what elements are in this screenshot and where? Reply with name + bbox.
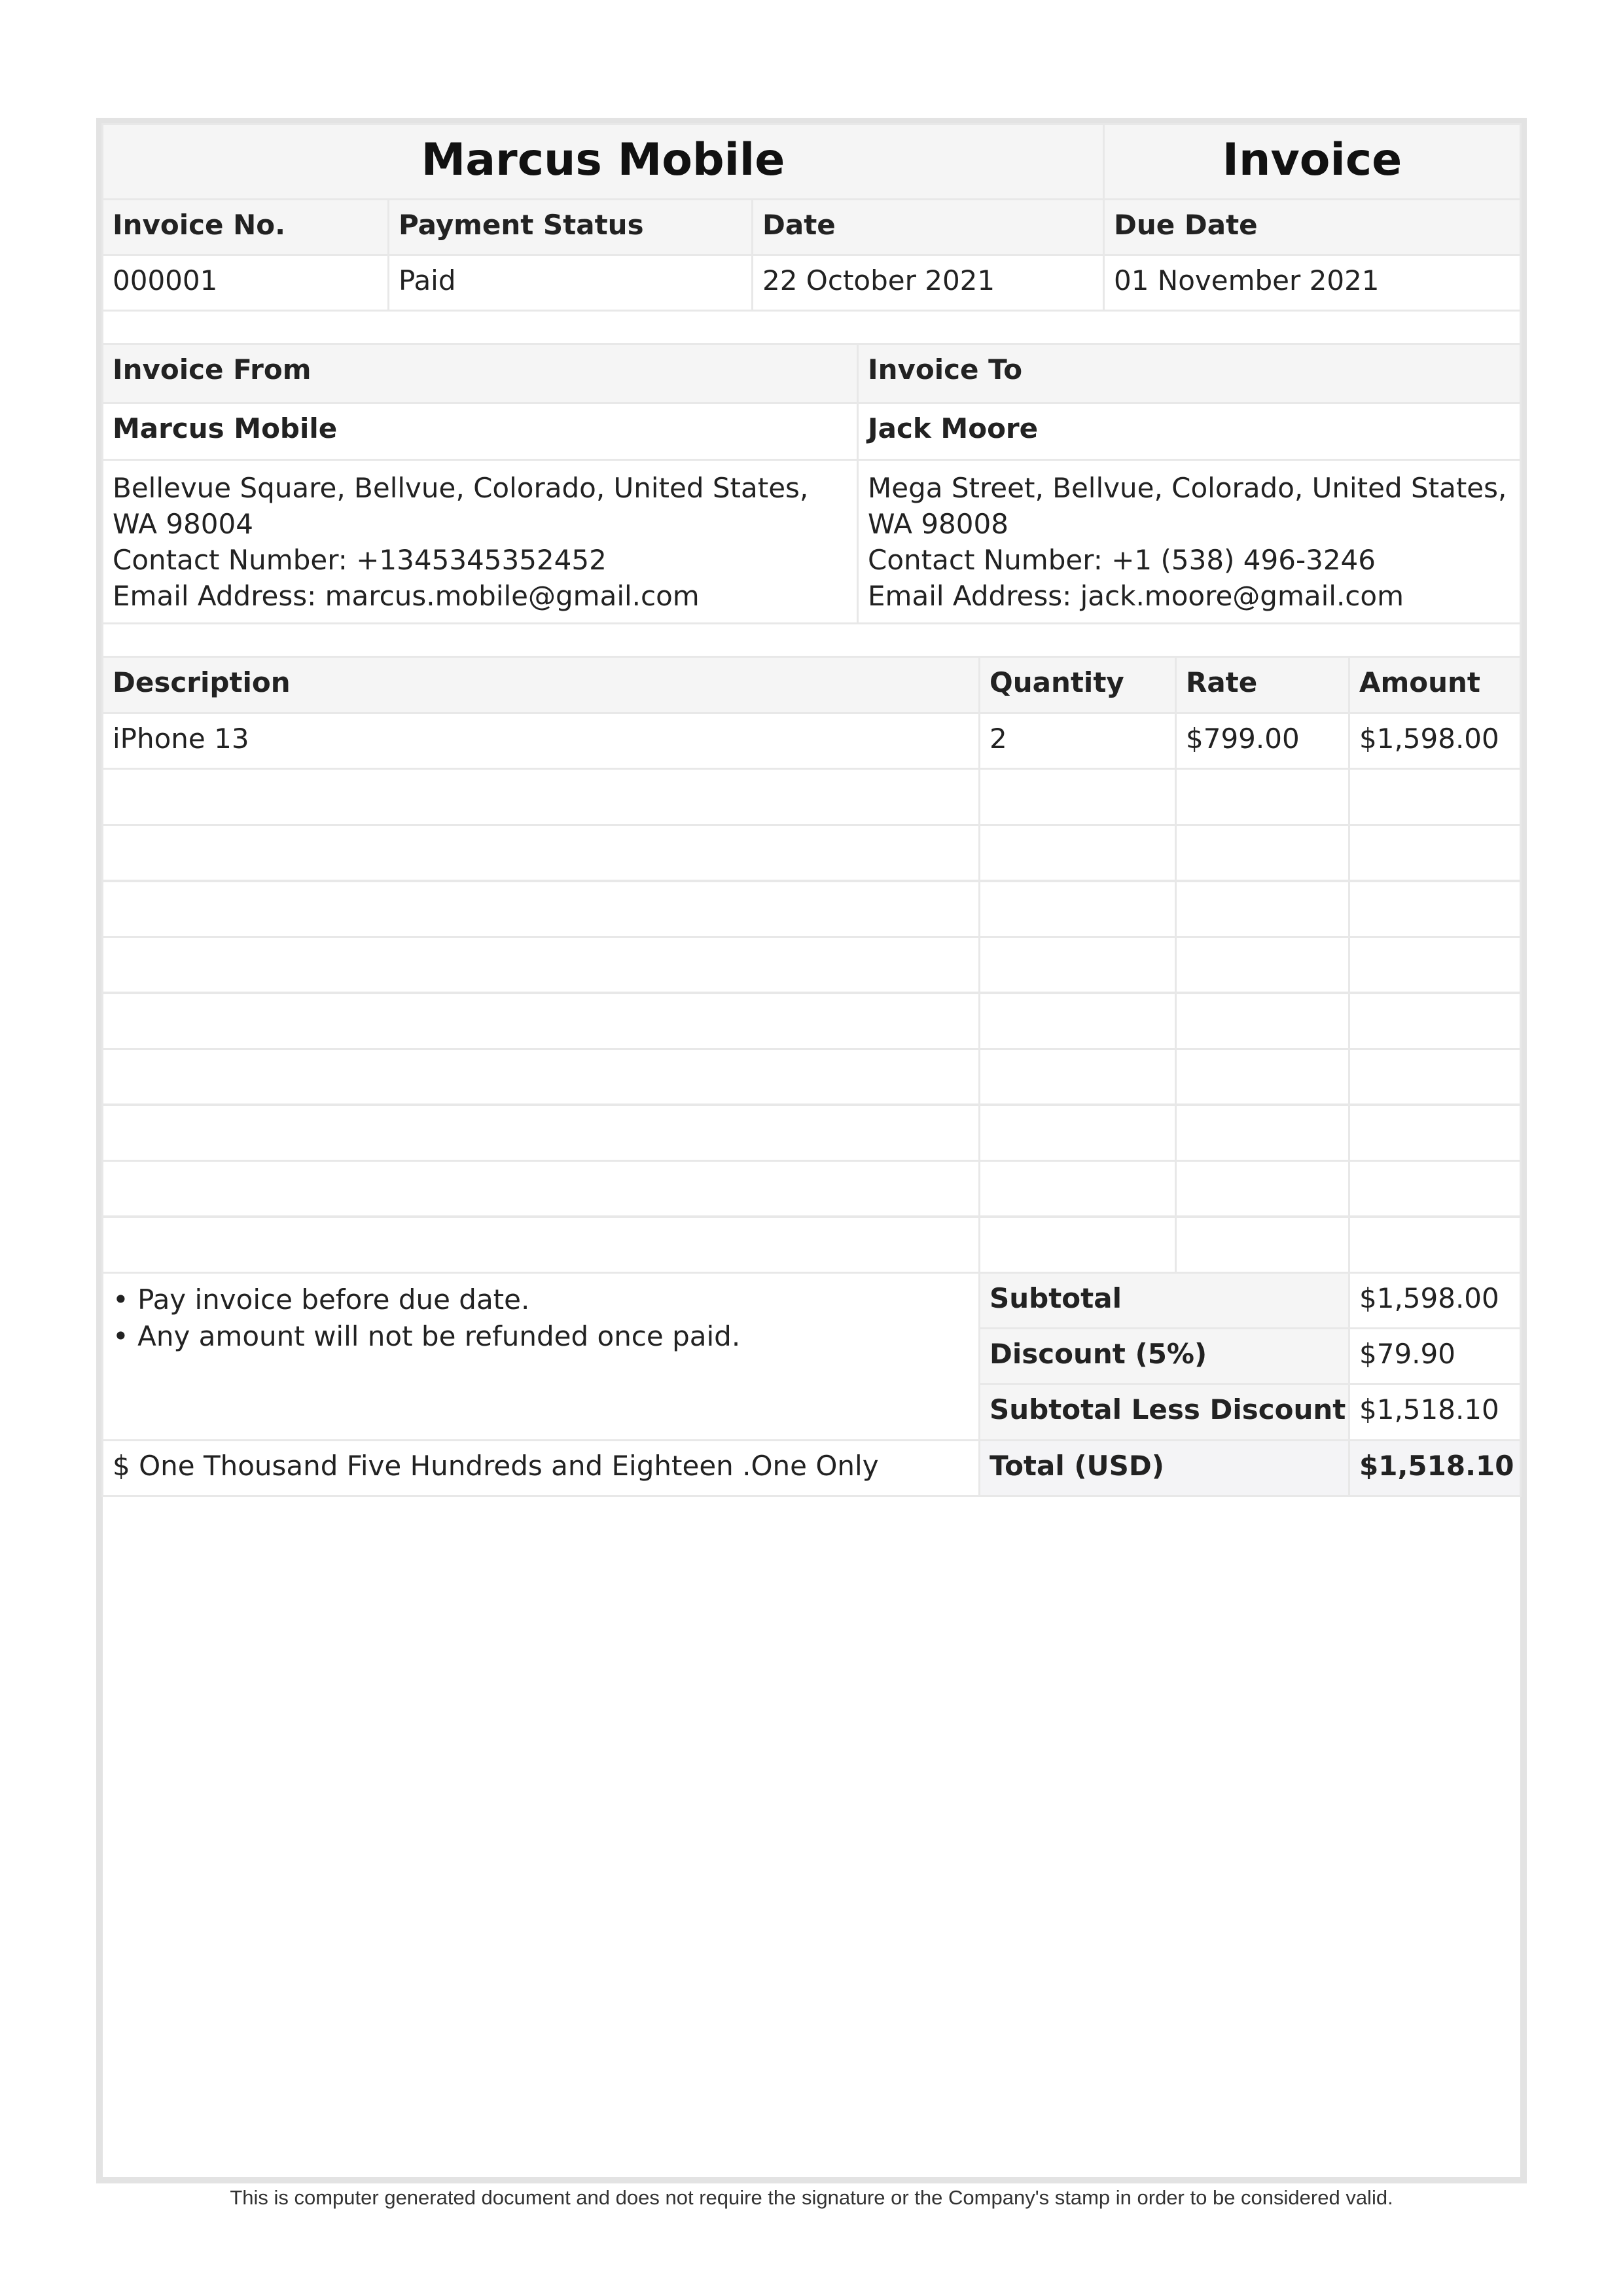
empty-item-cell (1348, 824, 1522, 882)
to-address-line1: Mega Street, Bellvue, Colorado, United States, (868, 472, 1507, 504)
empty-item-cell (101, 992, 980, 1050)
empty-item-cell (1175, 1215, 1350, 1274)
empty-item-cell (978, 824, 1177, 882)
empty-item-cell (101, 824, 980, 882)
from-details (101, 459, 859, 624)
empty-item-cell (1348, 768, 1522, 826)
invoice-no-label: Invoice No. (101, 198, 389, 256)
description-header: Description (101, 656, 980, 714)
empty-item-cell (978, 1160, 1177, 1218)
empty-item-cell (1175, 1160, 1350, 1218)
empty-item-cell (1175, 992, 1350, 1050)
item-rate: $799.00 (1175, 712, 1350, 770)
empty-item-cell (1175, 880, 1350, 938)
empty-item-cell (978, 936, 1177, 994)
empty-item-cell (978, 992, 1177, 1050)
item-amount: $1,598.00 (1348, 712, 1522, 770)
empty-item-cell (1175, 936, 1350, 994)
to-address-line2: WA 98008 (868, 508, 1008, 540)
empty-item-cell (1175, 768, 1350, 826)
subtotal-less-discount-label: Subtotal Less Discount (978, 1383, 1350, 1441)
empty-item-cell (978, 1215, 1177, 1274)
notes-block (101, 1272, 980, 1441)
empty-item-cell (978, 1103, 1177, 1162)
empty-item-cell (101, 936, 980, 994)
due-date-label: Due Date (1103, 198, 1522, 256)
empty-item-cell (101, 880, 980, 938)
total-value: $1,518.10 (1348, 1439, 1522, 1497)
invoice-no-value: 000001 (101, 254, 389, 312)
due-date-value: 01 November 2021 (1103, 254, 1522, 312)
amount-header: Amount (1348, 656, 1522, 714)
empty-item-cell (978, 1048, 1177, 1106)
to-details (857, 459, 1522, 624)
subtotal-value: $1,598.00 (1348, 1272, 1522, 1329)
discount-label: Discount (5%) (978, 1327, 1350, 1385)
empty-item-cell (1348, 1215, 1522, 1274)
spacer-row (101, 622, 1522, 658)
date-label: Date (751, 198, 1105, 256)
empty-item-cell (1348, 1048, 1522, 1106)
from-email: Email Address: marcus.mobile@gmail.com (113, 580, 700, 612)
empty-item-cell (101, 1160, 980, 1218)
empty-item-cell (1175, 1103, 1350, 1162)
empty-item-cell (978, 768, 1177, 826)
item-quantity: 2 (978, 712, 1177, 770)
empty-item-cell (1348, 1160, 1522, 1218)
subtotal-less-discount-value: $1,518.10 (1348, 1383, 1522, 1441)
rate-header: Rate (1175, 656, 1350, 714)
empty-item-cell (1348, 1103, 1522, 1162)
invoice-from-label: Invoice From (101, 343, 859, 404)
note-item: • Any amount will not be refunded once paid. (113, 1320, 741, 1352)
quantity-header: Quantity (978, 656, 1177, 714)
empty-item-cell (978, 880, 1177, 938)
empty-item-cell (1175, 824, 1350, 882)
from-contact: Contact Number: +1345345352452 (113, 544, 607, 576)
company-title: Marcus Mobile (101, 123, 1105, 200)
spacer-row (101, 310, 1522, 345)
empty-item-cell (1348, 936, 1522, 994)
empty-item-cell (1175, 1048, 1350, 1106)
payment-status-value: Paid (387, 254, 753, 312)
note-item: • Pay invoice before due date. (113, 1283, 530, 1316)
payment-status-label: Payment Status (387, 198, 753, 256)
invoice-to-label: Invoice To (857, 343, 1522, 404)
empty-item-cell (101, 768, 980, 826)
from-address-line2: WA 98004 (113, 508, 253, 540)
empty-item-cell (101, 1103, 980, 1162)
document-type-title: Invoice (1103, 123, 1522, 200)
subtotal-label: Subtotal (978, 1272, 1350, 1329)
to-contact: Contact Number: +1 (538) 496-3246 (868, 544, 1376, 576)
date-value: 22 October 2021 (751, 254, 1105, 312)
from-name: Marcus Mobile (101, 402, 859, 461)
empty-item-cell (101, 1048, 980, 1106)
footer-disclaimer: This is computer generated document and does not require the signature or the Company's stamp in order to be considered valid. (230, 2186, 1393, 2209)
to-name: Jack Moore (857, 402, 1522, 461)
amount-in-words: $ One Thousand Five Hundreds and Eighteen .One Only (101, 1439, 980, 1497)
from-address-line1: Bellevue Square, Bellvue, Colorado, United States, (113, 472, 809, 504)
item-description: iPhone 13 (101, 712, 980, 770)
empty-item-cell (1348, 992, 1522, 1050)
empty-item-cell (1348, 880, 1522, 938)
to-email: Email Address: jack.moore@gmail.com (868, 580, 1404, 612)
discount-value: $79.90 (1348, 1327, 1522, 1385)
total-label: Total (USD) (978, 1439, 1350, 1497)
empty-item-cell (101, 1215, 980, 1274)
